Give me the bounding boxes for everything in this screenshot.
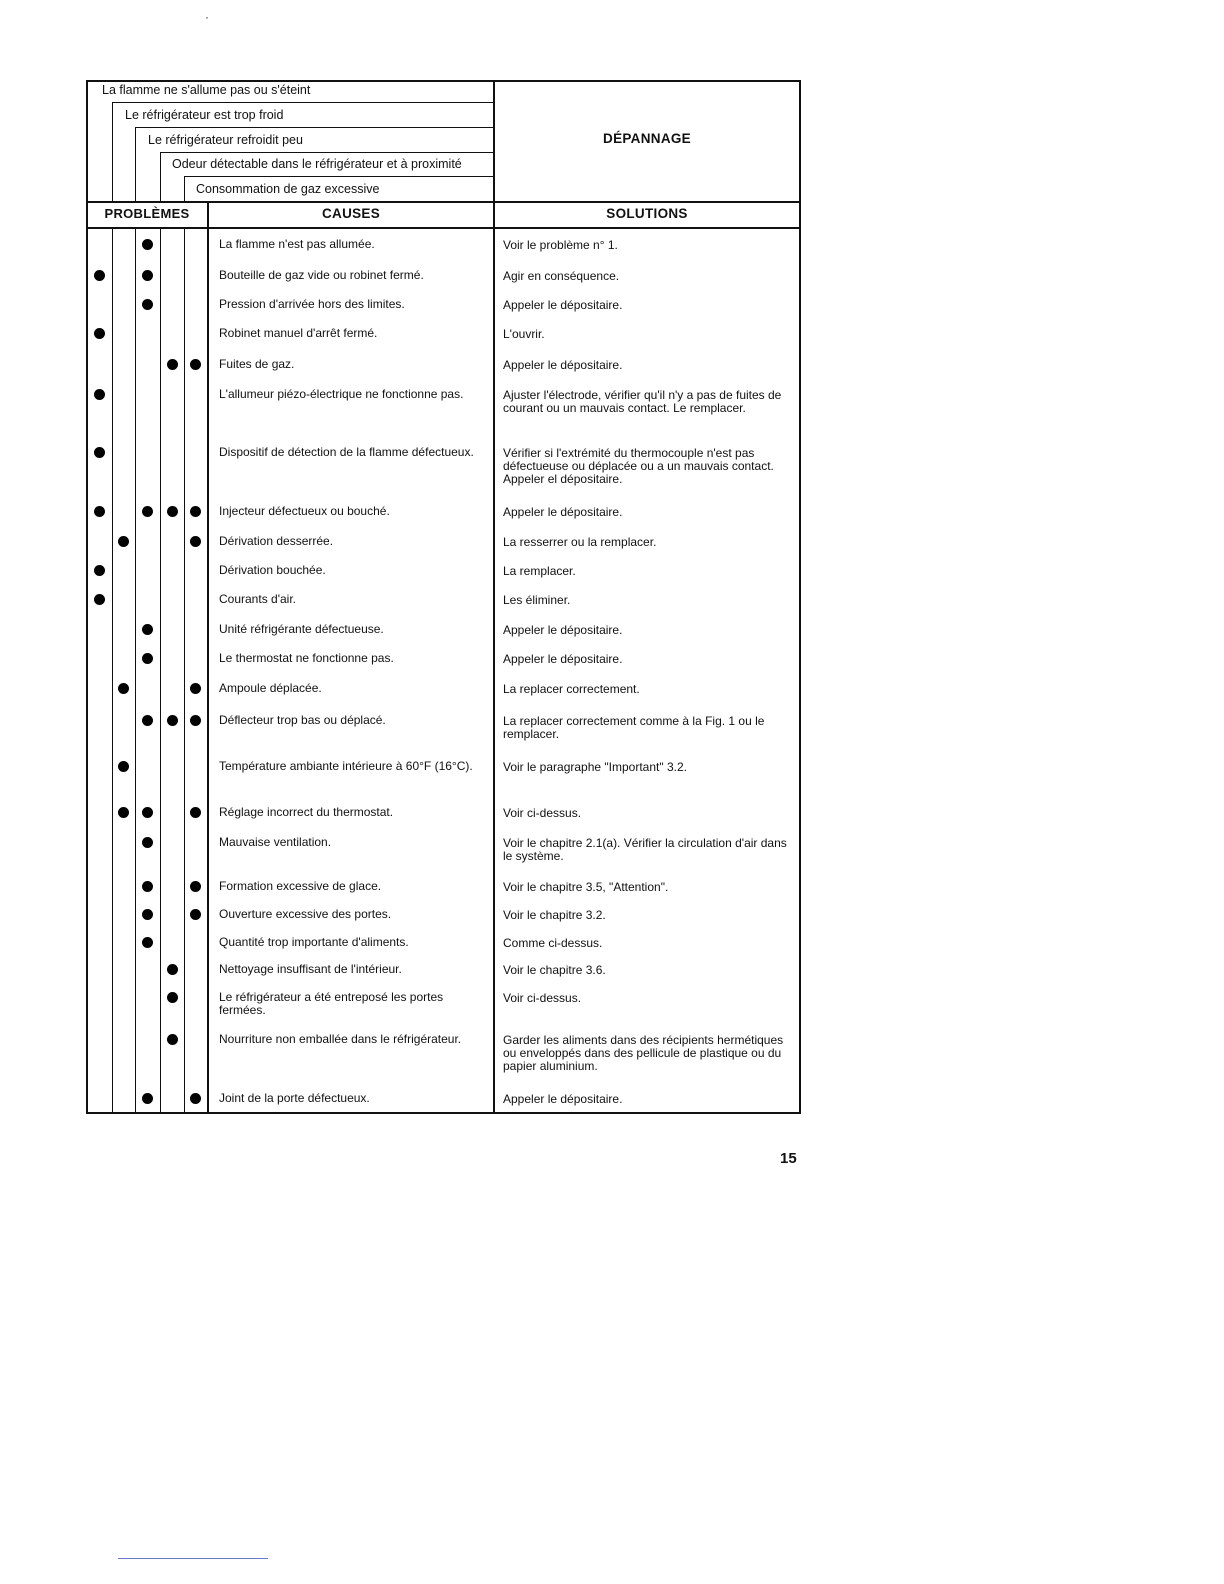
problem-mark-dot <box>94 447 105 458</box>
solution-cell: Appeler le dépositaire. <box>503 505 623 519</box>
problem-mark-dot <box>142 881 153 892</box>
problem-mark-dot <box>118 807 129 818</box>
grid-line <box>135 127 494 128</box>
solution-cell: Ajuster l'électrode, vérifier qu'il n'y a pas de fuites de courant ou un mauvais contact. Le remplacer. <box>503 388 782 415</box>
cause-cell: La flamme n'est pas allumée. <box>219 237 375 251</box>
grid-line <box>86 1112 801 1114</box>
cause-cell: Ampoule déplacée. <box>219 681 322 695</box>
solution-cell: Voir le chapitre 2.1(a). Vérifier la circulation d'air dans le système. <box>503 836 787 863</box>
cause-cell: Injecteur défectueux ou bouché. <box>219 504 390 518</box>
problem-mark-dot <box>190 683 201 694</box>
problem-mark-dot <box>142 653 153 664</box>
solution-cell: La remplacer. <box>503 564 576 578</box>
problem-mark-dot <box>190 881 201 892</box>
grid-line <box>86 201 801 203</box>
problem-mark-dot <box>142 624 153 635</box>
cause-cell: Courants d'air. <box>219 592 296 606</box>
grid-line <box>112 102 113 201</box>
solution-cell: L'ouvrir. <box>503 327 545 341</box>
cause-cell: Bouteille de gaz vide ou robinet fermé. <box>219 268 424 282</box>
problem-mark-dot <box>167 715 178 726</box>
solution-cell: Appeler le dépositaire. <box>503 358 623 372</box>
solution-cell: Appeler le dépositaire. <box>503 652 623 666</box>
solutions-header: SOLUTIONS <box>606 206 688 221</box>
problem-mark-dot <box>94 389 105 400</box>
solution-cell: La replacer correctement comme à la Fig. 1 ou le remplacer. <box>503 714 765 741</box>
solution-cell: Voir ci-dessus. <box>503 991 582 1005</box>
scan-mark: · <box>205 10 209 24</box>
problem-mark-dot <box>190 536 201 547</box>
solution-cell: La replacer correctement. <box>503 682 640 696</box>
problem-mark-dot <box>142 937 153 948</box>
cause-cell: Mauvaise ventilation. <box>219 835 332 849</box>
page-number: 15 <box>780 1150 797 1167</box>
cause-cell: Unité réfrigérante défectueuse. <box>219 622 384 636</box>
solution-cell: Voir le paragraphe "Important" 3.2. <box>503 760 687 774</box>
problemes-header: PROBLÈMES <box>104 206 190 221</box>
solution-cell: Garder les aliments dans des récipients hermétiques ou enveloppés dans des pellicule de plastique ou du papier aluminium. <box>503 1033 784 1073</box>
solution-cell: Les éliminer. <box>503 593 571 607</box>
grid-line <box>184 228 185 1112</box>
grid-line <box>86 227 801 229</box>
cause-cell: Température ambiante intérieure à 60°F (16°C). <box>219 759 473 773</box>
grid-line <box>160 152 161 201</box>
problem-mark-dot <box>94 506 105 517</box>
grid-line <box>207 201 209 1114</box>
cause-cell: Réglage incorrect du thermostat. <box>219 805 394 819</box>
solution-cell: Voir le problème n° 1. <box>503 238 618 252</box>
cause-cell: Quantité trop importante d'aliments. <box>219 935 409 949</box>
cause-cell: Dérivation desserrée. <box>219 534 334 548</box>
table-title: DÉPANNAGE <box>603 131 691 146</box>
solution-cell: Voir ci-dessus. <box>503 806 582 820</box>
problem-mark-dot <box>190 506 201 517</box>
cause-cell: L'allumeur piézo-électrique ne fonctionne pas. <box>219 387 464 401</box>
solution-cell: Appeler le dépositaire. <box>503 1092 623 1106</box>
problem-title-1: La flamme ne s'allume pas ou s'éteint <box>102 83 311 97</box>
solution-cell: Voir le chapitre 3.6. <box>503 963 606 977</box>
problem-mark-dot <box>142 1093 153 1104</box>
problem-mark-dot <box>94 565 105 576</box>
problem-mark-dot <box>142 270 153 281</box>
grid-line <box>86 80 88 1114</box>
problem-title-4: Odeur détectable dans le réfrigérateur et à proximité <box>172 157 462 171</box>
solution-cell: Vérifier si l'extrémité du thermocouple n'est pas défectueuse ou déplacée ou a un mauvais contact. Appeler el dépositaire. <box>503 446 774 486</box>
grid-line <box>135 127 136 201</box>
problem-mark-dot <box>190 359 201 370</box>
footer-rule <box>118 1558 268 1559</box>
cause-cell: Dispositif de détection de la flamme défectueux. <box>219 445 474 459</box>
cause-cell: Pression d'arrivée hors des limites. <box>219 297 405 311</box>
problem-mark-dot <box>94 594 105 605</box>
solution-cell: La resserrer ou la remplacer. <box>503 535 657 549</box>
problem-mark-dot <box>190 715 201 726</box>
problem-mark-dot <box>94 270 105 281</box>
cause-cell: Joint de la porte défectueux. <box>219 1091 370 1105</box>
problem-mark-dot <box>142 239 153 250</box>
cause-cell: Fuites de gaz. <box>219 357 295 371</box>
grid-line <box>184 176 494 177</box>
cause-cell: Le thermostat ne fonctionne pas. <box>219 651 394 665</box>
solution-cell: Agir en conséquence. <box>503 269 620 283</box>
cause-cell: Nourriture non emballée dans le réfrigérateur. <box>219 1032 462 1046</box>
problem-title-3: Le réfrigérateur refroidit peu <box>148 133 303 147</box>
problem-mark-dot <box>142 299 153 310</box>
problem-mark-dot <box>190 909 201 920</box>
problem-mark-dot <box>142 837 153 848</box>
problem-title-5: Consommation de gaz excessive <box>196 182 380 196</box>
problem-title-2: Le réfrigérateur est trop froid <box>125 108 284 122</box>
solution-cell: Appeler le dépositaire. <box>503 298 623 312</box>
problem-mark-dot <box>167 359 178 370</box>
grid-line <box>184 176 185 201</box>
grid-line <box>799 80 801 1114</box>
problem-mark-dot <box>94 328 105 339</box>
problem-mark-dot <box>118 536 129 547</box>
grid-line <box>135 228 136 1112</box>
cause-cell: Ouverture excessive des portes. <box>219 907 392 921</box>
cause-cell: Dérivation bouchée. <box>219 563 326 577</box>
grid-line <box>112 102 494 103</box>
problem-mark-dot <box>142 715 153 726</box>
problem-mark-dot <box>142 909 153 920</box>
grid-line <box>112 228 113 1112</box>
cause-cell: Formation excessive de glace. <box>219 879 382 893</box>
problem-mark-dot <box>167 1034 178 1045</box>
problem-mark-dot <box>167 964 178 975</box>
cause-cell: Le réfrigérateur a été entreposé les portes fermées. <box>219 990 444 1017</box>
problem-mark-dot <box>190 807 201 818</box>
problem-mark-dot <box>142 506 153 517</box>
problem-mark-dot <box>118 761 129 772</box>
problem-mark-dot <box>118 683 129 694</box>
problem-mark-dot <box>190 1093 201 1104</box>
solution-cell: Comme ci-dessus. <box>503 936 603 950</box>
problem-mark-dot <box>167 992 178 1003</box>
cause-cell: Nettoyage insuffisant de l'intérieur. <box>219 962 402 976</box>
cause-cell: Déflecteur trop bas ou déplacé. <box>219 713 386 727</box>
grid-line <box>86 80 801 82</box>
grid-line <box>493 80 495 1114</box>
causes-header: CAUSES <box>321 206 381 221</box>
problem-mark-dot <box>167 506 178 517</box>
cause-cell: Robinet manuel d'arrêt fermé. <box>219 326 378 340</box>
solution-cell: Voir le chapitre 3.2. <box>503 908 606 922</box>
solution-cell: Voir le chapitre 3.5, "Attention". <box>503 880 669 894</box>
grid-line <box>160 152 494 153</box>
problem-mark-dot <box>142 807 153 818</box>
solution-cell: Appeler le dépositaire. <box>503 623 623 637</box>
grid-line <box>160 228 161 1112</box>
